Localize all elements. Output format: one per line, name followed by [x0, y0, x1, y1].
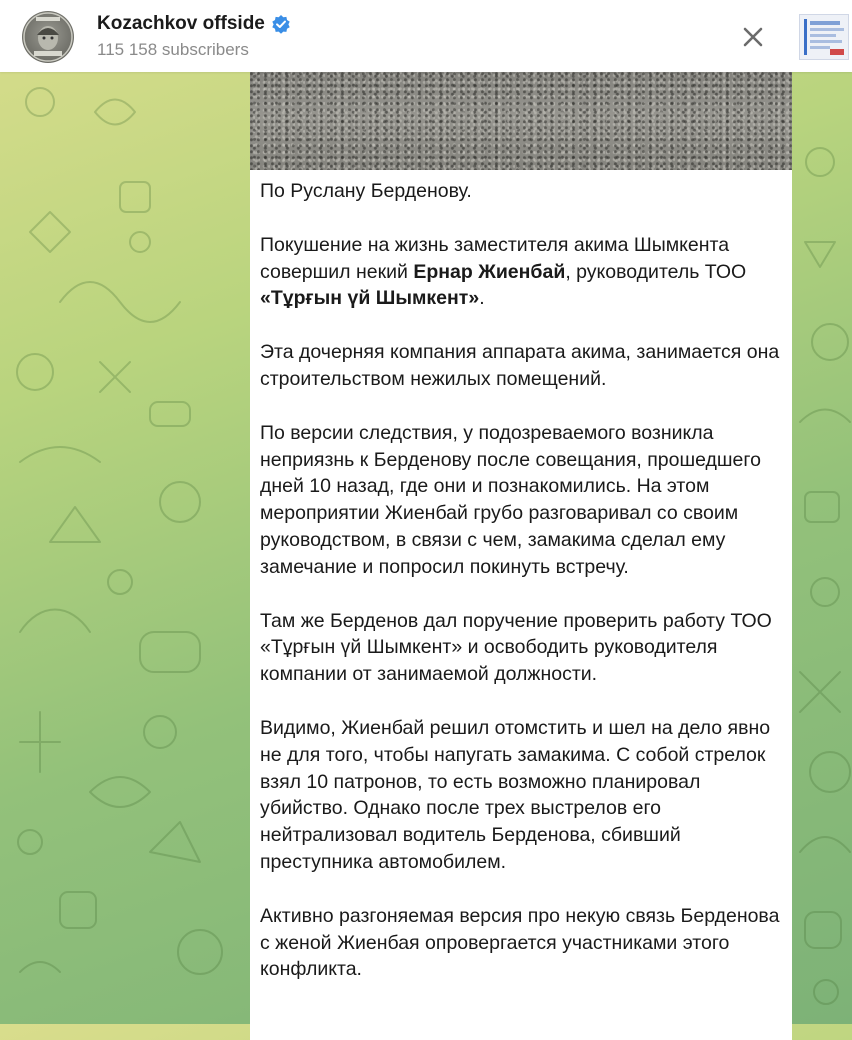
subscriber-count: 115 158 subscribers	[97, 40, 249, 59]
channel-name-text: Kozachkov offside	[97, 13, 265, 34]
message-paragraph: Там же Берденов дал поручение проверить работу ТОО «Тұрғын үй Шымкент» и освободить руководителя компании от занимаемой должности.	[260, 609, 772, 686]
pinned-thumbnail[interactable]	[799, 14, 849, 60]
text-span: , руководитель ТОО	[565, 260, 747, 283]
channel-avatar[interactable]	[22, 11, 74, 63]
close-icon	[738, 22, 768, 52]
channel-title[interactable]	[97, 13, 291, 35]
message-photo[interactable]	[250, 60, 792, 170]
bold-name: Ернар Жиенбай	[413, 260, 566, 283]
message-paragraph	[260, 232, 785, 312]
message-paragraph: По версии следствия, у подозреваемого возникла неприязнь к Берденову после совещания, прошедшего дней 10 назад, где они и познакомились. На этом мероприятии Жиенбай грубо разговаривал со своим руководством, в связи с чем, замакима сделал ему замечание и попросил покинуть встречу.	[260, 421, 761, 578]
message-paragraph: По Руслану Берденову.	[260, 180, 472, 202]
verified-badge-icon	[271, 14, 291, 34]
message-paragraph: Активно разгоняемая версия про некую связь Берденова с женой Жиенбая опровергается участниками этого конфликта.	[260, 904, 780, 981]
chat-header	[0, 0, 852, 72]
message-paragraph: Видимо, Жиенбай решил отомстить и шел на дело явно не для того, чтобы напугать замакима. С собой стрелок взял 10 патронов, то есть возможно планировал убийство. Однако после трех выстрелов его нейтрализовал водитель Берденова, сбивший преступника автомобилем.	[260, 716, 771, 873]
close-button[interactable]	[738, 22, 768, 52]
message-paragraph: Эта дочерняя компания аппарата акима, занимается она строительством нежилых помещений.	[260, 341, 780, 390]
message-text	[260, 178, 785, 1010]
bold-company: «Тұрғын үй Шымкент»	[260, 287, 480, 310]
text-span: Покушение на жизнь заместителя акима Шымкента совершил некий	[260, 233, 730, 283]
message-bubble[interactable]	[250, 60, 792, 1040]
text-span: .	[479, 287, 485, 310]
